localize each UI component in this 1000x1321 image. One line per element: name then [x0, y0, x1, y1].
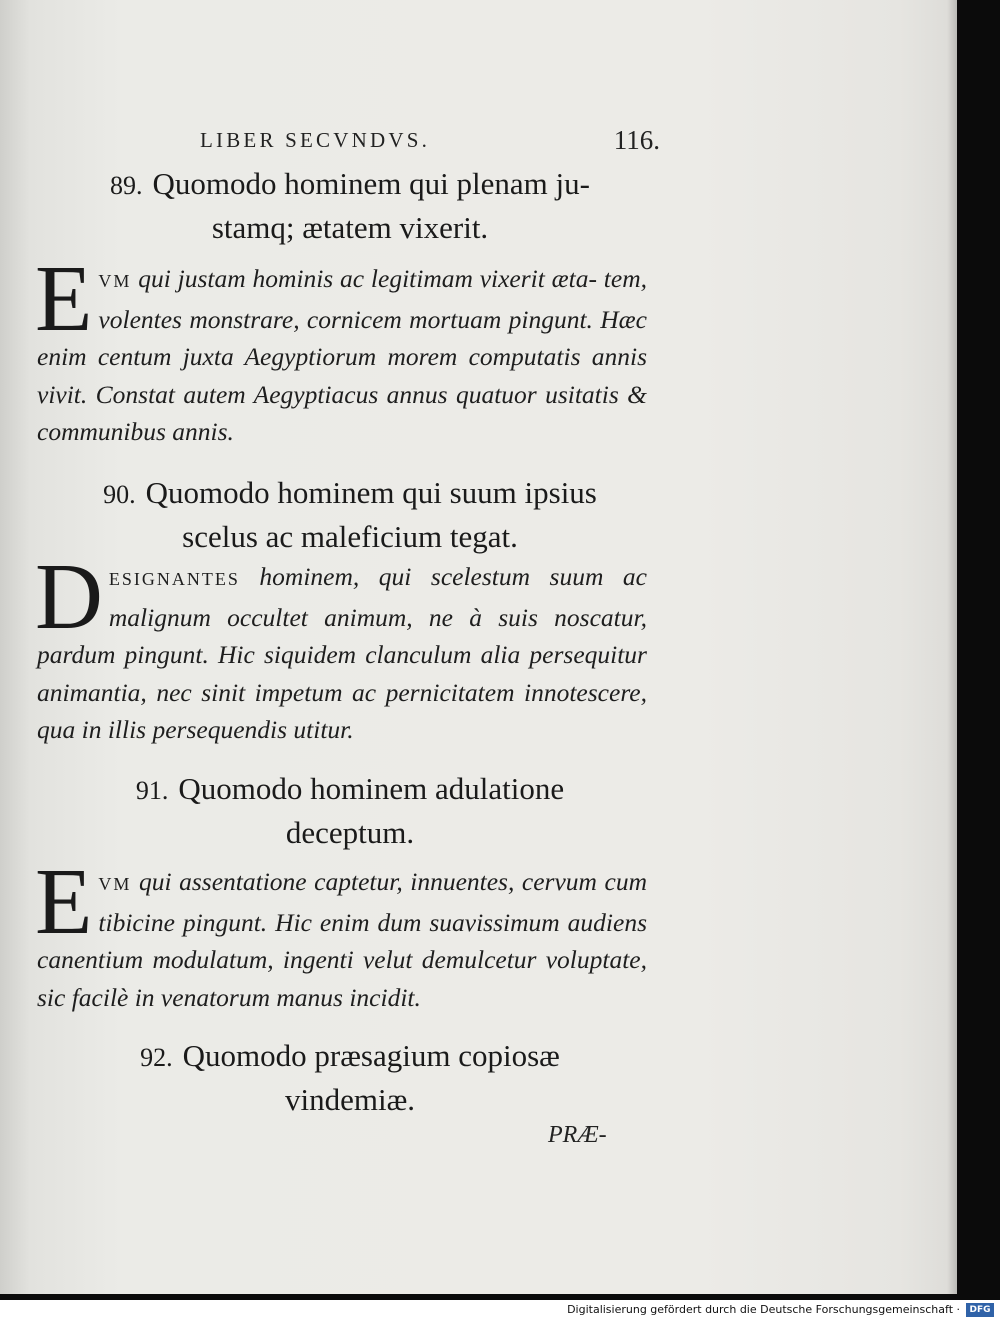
- funding-credit: Digitalisierung gefördert durch die Deutsche Forschungsgemeinschaft ·: [567, 1303, 960, 1316]
- small-caps-text: VM: [98, 271, 132, 291]
- section-heading-90: [50, 472, 650, 558]
- section-number: 92.: [140, 1043, 173, 1072]
- paragraph-text: qui justam hominis ac legitimam vixerit æta- tem, volentes monstrare, cornicem mortuam pingunt. Hæc enim centum juxta Aegyptiorum morem computatis annis vivit. Constat autem Aegyptiacus annus quatuor usitatis & communibus annis.: [37, 264, 647, 446]
- paragraph-text: hominem, qui scelestum suum ac malignum occultet animum, ne à suis noscatur, pardum pingunt. Hic siquidem clanculum alia persequitur animantia, nec sinit impetum ac pernicitatem innotescere, qua in illis persequendis utitur.: [37, 562, 647, 744]
- section-title-line2: stamq; ætatem vixerit.: [211, 210, 489, 245]
- section-title-line2: vindemiæ.: [284, 1082, 416, 1117]
- section-heading-92: [50, 1035, 650, 1121]
- section-title-line1: Quomodo hominem adulatione: [178, 771, 565, 806]
- section-number: 89.: [110, 171, 143, 200]
- digitization-footer: [0, 1300, 1000, 1321]
- section-heading-89: [50, 163, 650, 249]
- section-title-line1: Quomodo hominem qui plenam ju-: [152, 166, 590, 201]
- drop-cap: D: [35, 545, 103, 649]
- section-heading-91: [50, 768, 650, 854]
- paragraph-text: qui assentatione captetur, innuentes, cervum cum tibicine pingunt. Hic enim dum suavissimum audiens canentium modulatum, ingenti velut demulcetur voluptate, sic facilè in venatorum manus incidit.: [37, 867, 647, 1012]
- catchword: PRÆ-: [548, 1122, 607, 1148]
- page-number: 116.: [613, 125, 660, 155]
- drop-cap: E: [35, 850, 93, 954]
- paragraph-91: [35, 850, 647, 1016]
- small-caps-text: VM: [98, 874, 132, 894]
- section-title-line2: scelus ac maleficium tegat.: [182, 519, 518, 554]
- paragraph-90: [35, 545, 647, 749]
- section-title-line1: Quomodo hominem qui suum ipsius: [145, 475, 597, 510]
- running-head-title: LIBER SECVNDVS.: [200, 128, 431, 152]
- section-title-line1: Quomodo præsagium copiosæ: [182, 1038, 560, 1073]
- dfg-logo: DFG: [966, 1303, 994, 1317]
- paragraph-89: [35, 247, 647, 451]
- section-number: 91.: [135, 776, 169, 805]
- section-title-line2: deceptum.: [285, 815, 415, 850]
- running-head: [200, 125, 660, 158]
- drop-cap: E: [35, 247, 93, 351]
- section-number: 90.: [103, 480, 136, 509]
- small-caps-text: ESIGNANTES: [108, 569, 240, 589]
